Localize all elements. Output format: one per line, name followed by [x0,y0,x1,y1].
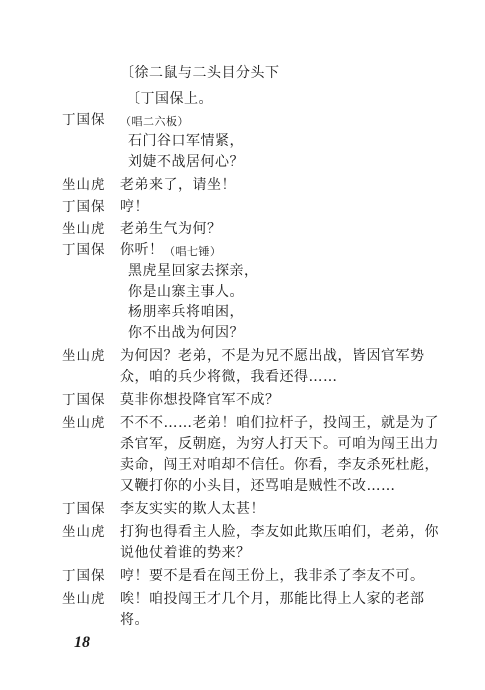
singing-direction: （唱二六板） [120,115,189,128]
dialogue-line: 哼！要不是看在闯王份上，我非杀了李友不可。 [120,568,425,584]
dialogue-line: 将。 [120,612,149,628]
dialogue-line: 杀官军，反朝庭，为穷人打天下。可咱为闯王出力 [120,436,439,452]
speaker-name: 丁国保 [62,112,106,128]
dialogue-line: 哼！ [120,199,149,215]
dialogue-line: 老弟来了，请坐！ [120,177,236,193]
dialogue-line: 你听！ [120,242,164,258]
singing-direction: （唱七锤） [164,245,222,258]
verse-line: 杨朋率兵将咱困， [128,304,244,320]
speaker-name: 坐山虎 [62,591,106,607]
dialogue-line: 老弟生气为何？ [120,221,222,237]
stage-direction-line: 〔徐二鼠与二头目分头下 [120,65,280,81]
verse-line: 黑虎星回家去探亲， [128,263,259,279]
dialogue-line: 又鞭打你的小头目，还骂咱是贼性不改…… [120,478,396,494]
speaker-name: 丁国保 [62,199,106,215]
dialogue-line: 众，咱的兵少将微，我看还得…… [120,369,338,385]
verse-line: 石门谷口军情紧， [128,133,244,149]
dialogue-line: 唉！咱投闯王才几个月，那能比得上人家的老部 [120,591,425,607]
dialogue-line: 不不不……老弟！咱们拉杆子，投闯王，就是为了 [120,415,439,431]
speaker-name: 坐山虎 [62,415,106,431]
dialogue-line: 李友实实的欺人太甚！ [120,501,265,517]
speaker-name: 丁国保 [62,568,106,584]
dialogue-line: 卖命，闯王对咱却不信任。你看，李友杀死杜彪， [120,457,439,473]
dialogue-line: 说他仗着谁的势来？ [120,545,251,561]
verse-line: 你不出战为何因？ [128,325,244,341]
verse-line: 刘婕不战居何心？ [128,154,244,170]
speaker-name: 丁国保 [62,242,106,258]
speaker-name: 丁国保 [62,392,106,408]
stage-direction-line: 〔丁国保上。 [126,91,213,107]
speaker-name: 坐山虎 [62,524,106,540]
speaker-name: 坐山虎 [62,177,106,193]
verse-line: 你是山寨主事人。 [128,284,244,300]
dialogue-line: 打狗也得看主人脸，李友如此欺压咱们，老弟，你 [120,524,439,540]
dialogue-line: 莫非你想投降官军不成？ [120,392,280,408]
speaker-name: 丁国保 [62,501,106,517]
speaker-name: 坐山虎 [62,221,106,237]
page-number: 18 [74,634,90,651]
dialogue-line: 为何因？老弟，不是为兄不愿出战，皆因官军势 [120,348,425,364]
speaker-name: 坐山虎 [62,348,106,364]
